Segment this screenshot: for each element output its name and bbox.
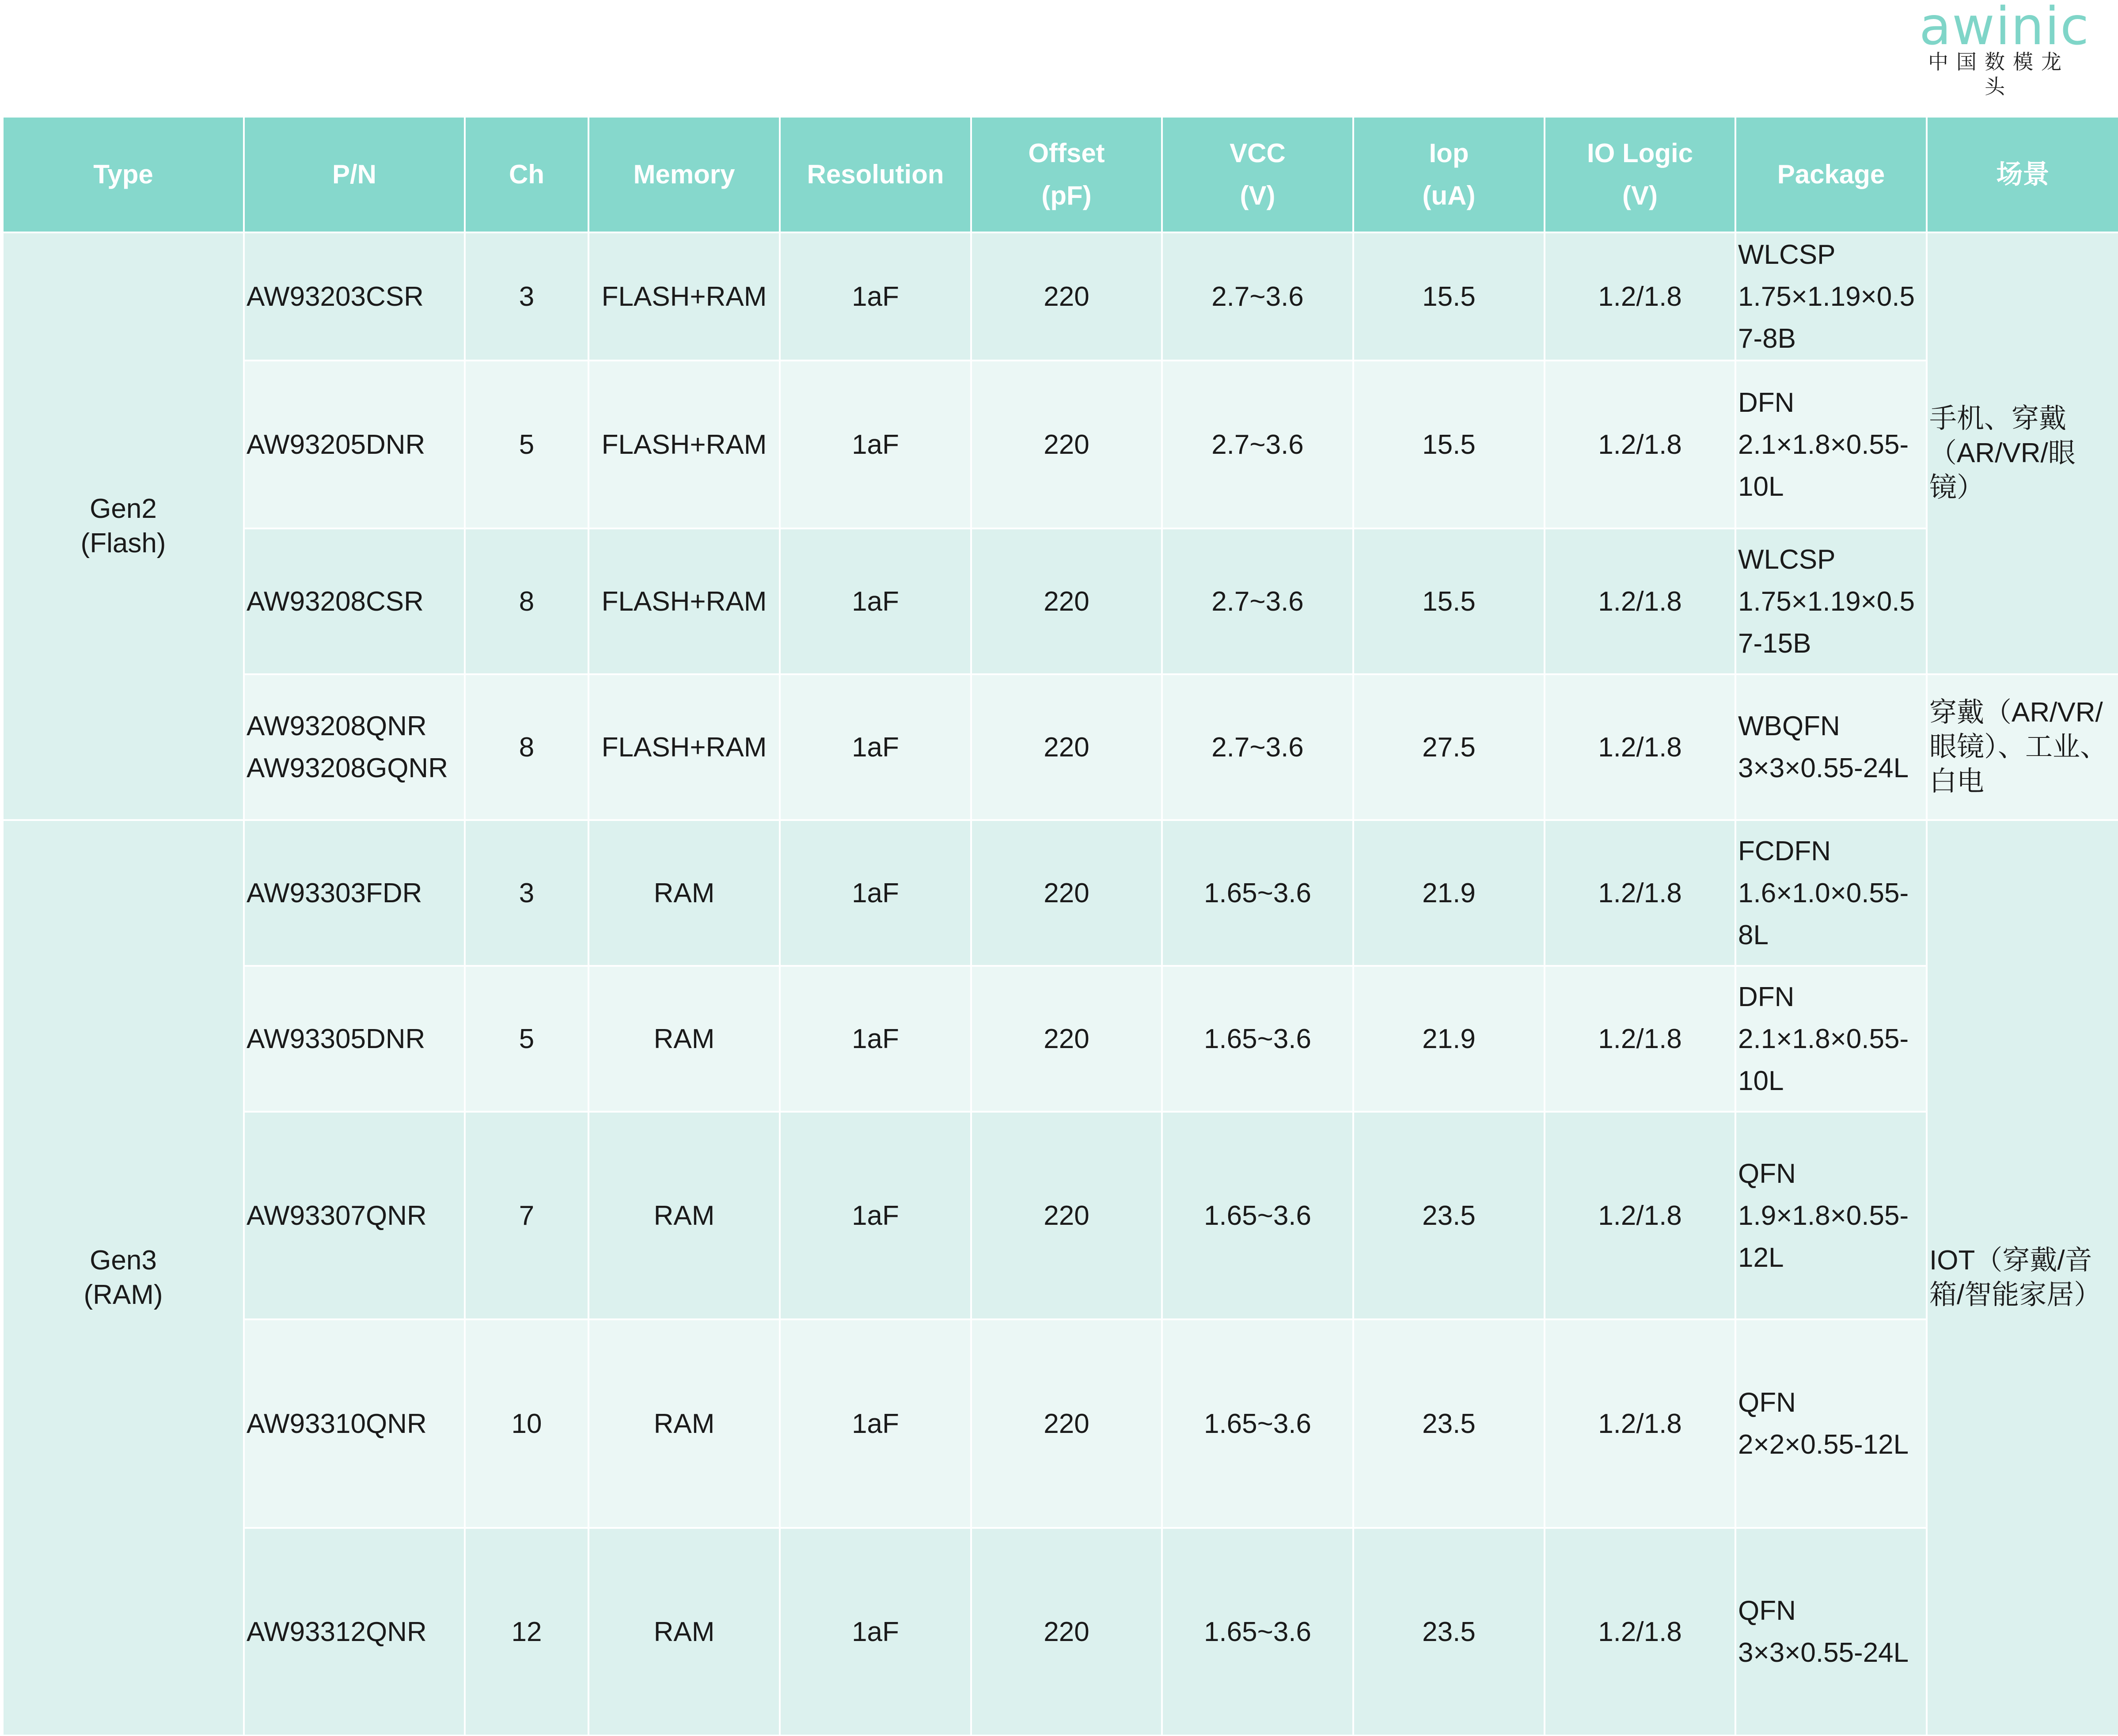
type-cell-gen3: Gen3 (RAM) [3, 820, 244, 1736]
package-cell: WLCSP 1.75×1.19×0.5 7-15B [1735, 528, 1927, 674]
ch-cell: 5 [465, 966, 588, 1112]
vcc-cell: 2.7~3.6 [1162, 528, 1353, 674]
pn-cell: AW93208CSR [244, 528, 465, 674]
resolution-cell: 1aF [780, 361, 971, 528]
io-logic-cell: 1.2/1.8 [1545, 232, 1735, 361]
scene-cell: 手机、穿戴 （AR/VR/眼 镜） [1927, 232, 2118, 674]
vcc-cell: 1.65~3.6 [1162, 966, 1353, 1112]
resolution-cell: 1aF [780, 1319, 971, 1528]
pn-cell: AW93310QNR [244, 1319, 465, 1528]
header-iop: Iop (uA) [1353, 117, 1545, 232]
pn-cell: AW93205DNR [244, 361, 465, 528]
header-io-logic: IO Logic (V) [1545, 117, 1735, 232]
ch-cell: 12 [465, 1528, 588, 1736]
pn-cell: AW93208QNR AW93208GQNR [244, 674, 465, 820]
table-row [3, 528, 2118, 674]
package-cell: DFN 2.1×1.8×0.55- 10L [1735, 361, 1927, 528]
io-logic-cell: 1.2/1.8 [1545, 674, 1735, 820]
package-cell: DFN 2.1×1.8×0.55- 10L [1735, 966, 1927, 1112]
header-vcc: VCC (V) [1162, 117, 1353, 232]
table-row [3, 232, 2118, 361]
memory-cell: FLASH+RAM [588, 361, 780, 528]
package-cell: WBQFN 3×3×0.55-24L [1735, 674, 1927, 820]
ch-cell: 7 [465, 1112, 588, 1319]
header-memory: Memory [588, 117, 780, 232]
io-logic-cell: 1.2/1.8 [1545, 1319, 1735, 1528]
io-logic-cell: 1.2/1.8 [1545, 1112, 1735, 1319]
offset-cell: 220 [971, 674, 1162, 820]
table-row [3, 1112, 2118, 1319]
resolution-cell: 1aF [780, 1528, 971, 1736]
scene-cell: 穿戴（AR/VR/ 眼镜）、工业、 白电 [1927, 674, 2118, 820]
resolution-cell: 1aF [780, 232, 971, 361]
iop-cell: 15.5 [1353, 232, 1545, 361]
ch-cell: 5 [465, 361, 588, 528]
io-logic-cell: 1.2/1.8 [1545, 966, 1735, 1112]
memory-cell: RAM [588, 966, 780, 1112]
ch-cell: 10 [465, 1319, 588, 1528]
memory-cell: RAM [588, 820, 780, 966]
awinic-logo [1919, 0, 2090, 99]
iop-cell: 27.5 [1353, 674, 1545, 820]
vcc-cell: 1.65~3.6 [1162, 1112, 1353, 1319]
pn-cell: AW93312QNR [244, 1528, 465, 1736]
package-cell: FCDFN 1.6×1.0×0.55- 8L [1735, 820, 1927, 966]
iop-cell: 21.9 [1353, 966, 1545, 1112]
ch-cell: 3 [465, 232, 588, 361]
resolution-cell: 1aF [780, 966, 971, 1112]
resolution-cell: 1aF [780, 528, 971, 674]
offset-cell: 220 [971, 528, 1162, 674]
package-cell: QFN 2×2×0.55-12L [1735, 1319, 1927, 1528]
table-header-row [3, 117, 2118, 232]
table-row [3, 674, 2118, 820]
io-logic-cell: 1.2/1.8 [1545, 1528, 1735, 1736]
type-cell-gen2: Gen2 (Flash) [3, 232, 244, 820]
iop-cell: 15.5 [1353, 528, 1545, 674]
table-row [3, 820, 2118, 966]
resolution-cell: 1aF [780, 1112, 971, 1319]
offset-cell: 220 [971, 232, 1162, 361]
table-row [3, 361, 2118, 528]
io-logic-cell: 1.2/1.8 [1545, 528, 1735, 674]
memory-cell: RAM [588, 1319, 780, 1528]
iop-cell: 15.5 [1353, 361, 1545, 528]
resolution-cell: 1aF [780, 674, 971, 820]
package-cell: WLCSP 1.75×1.19×0.5 7-8B [1735, 232, 1927, 361]
iop-cell: 23.5 [1353, 1528, 1545, 1736]
vcc-cell: 2.7~3.6 [1162, 232, 1353, 361]
ch-cell: 3 [465, 820, 588, 966]
io-logic-cell: 1.2/1.8 [1545, 361, 1735, 528]
memory-cell: RAM [588, 1112, 780, 1319]
vcc-cell: 1.65~3.6 [1162, 1528, 1353, 1736]
header-resolution: Resolution [780, 117, 971, 232]
iop-cell: 21.9 [1353, 820, 1545, 966]
memory-cell: FLASH+RAM [588, 674, 780, 820]
package-cell: QFN 3×3×0.55-24L [1735, 1528, 1927, 1736]
io-logic-cell: 1.2/1.8 [1545, 820, 1735, 966]
pn-cell: AW93203CSR [244, 232, 465, 361]
offset-cell: 220 [971, 966, 1162, 1112]
offset-cell: 220 [971, 361, 1162, 528]
logo-tagline: 中国数模龙头 [1928, 50, 2069, 99]
pn-cell: AW93303FDR [244, 820, 465, 966]
pn-cell: AW93305DNR [244, 966, 465, 1112]
header-package: Package [1735, 117, 1927, 232]
memory-cell: RAM [588, 1528, 780, 1736]
offset-cell: 220 [971, 1112, 1162, 1319]
header-pn: P/N [244, 117, 465, 232]
pn-cell: AW93307QNR [244, 1112, 465, 1319]
scene-cell: IOT（穿戴/音 箱/智能家居） [1927, 820, 2118, 1736]
vcc-cell: 2.7~3.6 [1162, 361, 1353, 528]
header-scene: 场景 [1927, 117, 2118, 232]
table-row [3, 1319, 2118, 1528]
resolution-cell: 1aF [780, 820, 971, 966]
table-row [3, 966, 2118, 1112]
memory-cell: FLASH+RAM [588, 528, 780, 674]
offset-cell: 220 [971, 820, 1162, 966]
header-type: Type [3, 117, 244, 232]
ch-cell: 8 [465, 674, 588, 820]
header-offset: Offset (pF) [971, 117, 1162, 232]
table-row [3, 1528, 2118, 1736]
vcc-cell: 1.65~3.6 [1162, 1319, 1353, 1528]
offset-cell: 220 [971, 1319, 1162, 1528]
package-cell: QFN 1.9×1.8×0.55- 12L [1735, 1112, 1927, 1319]
iop-cell: 23.5 [1353, 1112, 1545, 1319]
header-ch: Ch [465, 117, 588, 232]
vcc-cell: 2.7~3.6 [1162, 674, 1353, 820]
iop-cell: 23.5 [1353, 1319, 1545, 1528]
logo-brand: awinic [1919, 0, 2090, 57]
memory-cell: FLASH+RAM [588, 232, 780, 361]
product-table [2, 116, 2118, 1736]
offset-cell: 220 [971, 1528, 1162, 1736]
ch-cell: 8 [465, 528, 588, 674]
vcc-cell: 1.65~3.6 [1162, 820, 1353, 966]
